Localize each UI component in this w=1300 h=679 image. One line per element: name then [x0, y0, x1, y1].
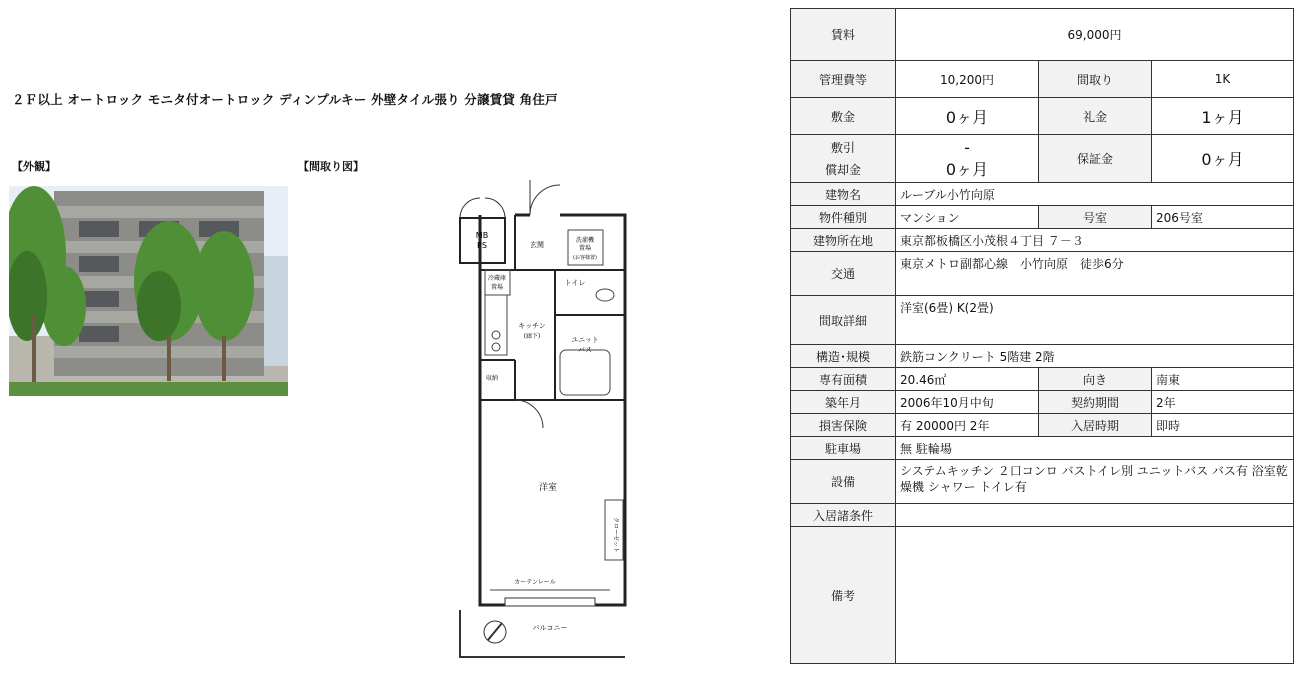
svg-text:バス: バス: [578, 346, 592, 354]
property-type-label: 物件種別: [791, 206, 896, 229]
structure-value: 鉄筋コンクリート 5階建 2階: [896, 345, 1294, 368]
exterior-photo: [9, 186, 288, 396]
exterior-caption: 【外観】: [12, 160, 56, 173]
layout-detail-label: 間取詳細: [791, 296, 896, 345]
move-in-label: 入居時期: [1039, 414, 1152, 437]
shikibiki-label: 敷引 償却金: [791, 135, 896, 183]
access-label: 交通: [791, 252, 896, 296]
remarks-label: 備考: [791, 527, 896, 664]
built-value: 2006年10月中旬: [896, 391, 1039, 414]
building-name-value: ルーブル小竹向原: [896, 183, 1294, 206]
mgmt-fee-label: 管理費等: [791, 61, 896, 98]
svg-text:ユニット: ユニット: [571, 336, 599, 344]
room-number-label: 号室: [1039, 206, 1152, 229]
layout-label: 間取り: [1039, 61, 1152, 98]
svg-text:収納: 収納: [485, 375, 499, 382]
access-value: 東京メトロ副都心線 小竹向原 徒歩6分: [896, 252, 1294, 296]
svg-text:(廊下): (廊下): [523, 333, 541, 340]
equipment-label: 設備: [791, 460, 896, 504]
svg-text:(お客様置): (お客様置): [573, 255, 597, 261]
key-money-label: 礼金: [1039, 98, 1152, 135]
direction-value: 南東: [1152, 368, 1294, 391]
svg-text:カーテンレール: カーテンレール: [514, 579, 556, 586]
structure-label: 構造･規模: [791, 345, 896, 368]
insurance-value: 有 20000円 2年: [896, 414, 1039, 437]
guarantee-value: 0ヶ月: [1152, 135, 1294, 183]
remarks-value: [896, 527, 1294, 664]
property-spec-table: [790, 8, 1294, 664]
shikibiki-value: - 0ヶ月: [896, 135, 1039, 183]
deposit-label: 敷金: [791, 98, 896, 135]
rent-value: 69,000円: [896, 9, 1294, 61]
key-money-value: 1ヶ月: [1152, 98, 1294, 135]
rent-label: 賃料: [791, 9, 896, 61]
building-name-label: 建物名: [791, 183, 896, 206]
area-label: 専有面積: [791, 368, 896, 391]
contract-term-value: 2年: [1152, 391, 1294, 414]
address-value: 東京都板橋区小茂根４丁目 ７－３: [896, 229, 1294, 252]
equipment-value: システムキッチン ２口コンロ バストイレ別 ユニットバス バス有 浴室乾燥機 シャワー トイレ有: [896, 460, 1294, 504]
conditions-label: 入居諸条件: [791, 504, 896, 527]
svg-text:玄関: 玄関: [530, 241, 544, 249]
property-type-value: マンション: [896, 206, 1039, 229]
area-value: 20.46㎡: [896, 368, 1039, 391]
direction-label: 向き: [1039, 368, 1152, 391]
room-number-value: 206号室: [1152, 206, 1294, 229]
floorplan-caption: 【間取り図】: [298, 160, 364, 173]
svg-text:洗濯機: 洗濯機: [575, 237, 595, 244]
parking-value: 無 駐輪場: [896, 437, 1294, 460]
svg-text:冷蔵庫: 冷蔵庫: [487, 275, 507, 282]
svg-text:トイレ: トイレ: [564, 279, 586, 287]
guarantee-label: 保証金: [1039, 135, 1152, 183]
svg-text:PS: PS: [477, 241, 487, 250]
floorplan-diagram: [430, 170, 660, 665]
layout-detail-value: 洋室(6畳) K(2畳): [896, 296, 1294, 345]
mgmt-fee-value: 10,200円: [896, 61, 1039, 98]
svg-text:キッチン: キッチン: [518, 322, 546, 330]
parking-label: 駐車場: [791, 437, 896, 460]
feature-list: ２Ｆ以上 オートロック モニタ付オートロック ディンプルキー 外壁タイル張り 分譲賃貸 角住戸: [12, 92, 558, 107]
svg-text:置場: 置場: [490, 284, 504, 291]
contract-term-label: 契約期間: [1039, 391, 1152, 414]
mbps-label: MB: [475, 231, 489, 240]
address-label: 建物所在地: [791, 229, 896, 252]
svg-text:洋室: 洋室: [538, 483, 558, 493]
svg-text:バルコニー: バルコニー: [532, 624, 568, 632]
deposit-value: 0ヶ月: [896, 98, 1039, 135]
built-label: 築年月: [791, 391, 896, 414]
svg-text:クローゼット: クローゼット: [612, 517, 619, 553]
conditions-value: [896, 504, 1294, 527]
move-in-value: 即時: [1152, 414, 1294, 437]
svg-text:置場: 置場: [578, 245, 592, 252]
layout-value: 1K: [1152, 61, 1294, 98]
insurance-label: 損害保険: [791, 414, 896, 437]
